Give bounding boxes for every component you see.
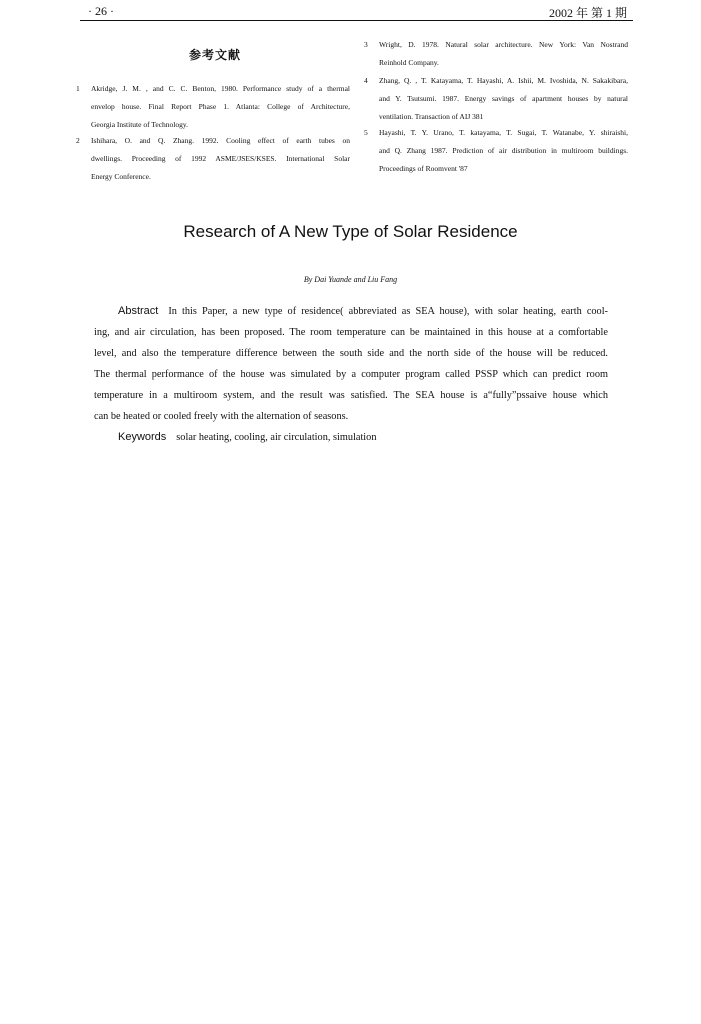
reference-line: and Q. Zhang 1987. Prediction of air distribution in multiroom buildings. <box>379 146 628 155</box>
abstract-line-6: can be heated or cooled freely with the alternation of seasons. <box>94 411 349 422</box>
abstract-line-2: ing, and air circulation, has been proposed. The room temperature can be maintained in this house at a comfortable <box>94 327 608 338</box>
reference-line: ventilation. Transaction of AIJ 381 <box>379 112 484 121</box>
reference-number: 1 <box>76 84 80 93</box>
keywords-label: Keywords <box>118 431 167 443</box>
reference-2 <box>76 132 350 188</box>
reference-line: Georgia Institute of Technology. <box>91 120 189 129</box>
abstract-line-5: temperature in a multiroom system, and the result was satisfied. The SEA house is a“fully”pssaive house which <box>94 390 608 401</box>
article-title: Research of A New Type of Solar Residence <box>183 222 518 241</box>
reference-5 <box>364 124 628 180</box>
keywords-line <box>94 427 608 448</box>
reference-number: 2 <box>76 136 80 145</box>
reference-number: 5 <box>364 128 368 137</box>
keywords-text: solar heating, cooling, air circulation, simulation <box>176 432 377 443</box>
reference-number: 3 <box>364 40 368 49</box>
header-rule <box>80 20 633 21</box>
references-title: 参考文献 <box>188 48 241 62</box>
abstract <box>94 301 608 448</box>
reference-line: dwellings. Proceeding of 1992 ASME/JSES/KSES. International Solar <box>91 154 350 163</box>
reference-line: Reinhold Company. <box>379 58 439 67</box>
reference-line: Zhang, Q. , T. Katayama, T. Hayashi, A. Ishii, M. Ivoshida, N. Sakakibara, <box>379 76 628 85</box>
abstract-line-3: level, and also the temperature difference between the south side and the north side of the house will be reduced. <box>94 348 608 359</box>
page-number: · 26 · <box>88 4 114 18</box>
reference-line: envelop house. Final Report Phase 1. Atlanta: College of Architecture, <box>91 102 350 111</box>
reference-3 <box>364 36 628 74</box>
reference-line: Energy Conference. <box>91 172 151 181</box>
abstract-line-1 <box>94 301 608 322</box>
abstract-text: In this Paper, a new type of residence( abbreviated as SEA house), with solar heating, earth cool- <box>168 306 608 317</box>
issue-label: 2002 年 第 1 期 <box>548 6 627 20</box>
article-authors: By Dai Yuande and Liu Fang <box>303 275 398 284</box>
reference-number: 4 <box>364 76 368 85</box>
reference-1 <box>76 80 350 136</box>
reference-4 <box>364 72 628 128</box>
reference-line: and Y. Tsutsumi. 1987. Energy savings of apartment houses by natural <box>379 94 628 103</box>
reference-line: Proceedings of Roomvent '87 <box>379 164 468 173</box>
reference-line: Ishihara, O. and Q. Zhang. 1992. Cooling effect of earth tubes on <box>91 136 350 145</box>
abstract-label: Abstract <box>118 305 159 317</box>
abstract-line-4: The thermal performance of the house was simulated by a computer program called PSSP which can predict room <box>94 369 608 380</box>
reference-line: Hayashi, T. Y. Urano, T. katayama, T. Sugai, T. Watanabe, Y. shiraishi, <box>379 128 628 137</box>
reference-line: Akridge, J. M. , and C. C. Benton, 1980. Performance study of a thermal <box>91 84 350 93</box>
reference-line: Wright, D. 1978. Natural solar architecture. New York: Van Nostrand <box>379 40 628 49</box>
